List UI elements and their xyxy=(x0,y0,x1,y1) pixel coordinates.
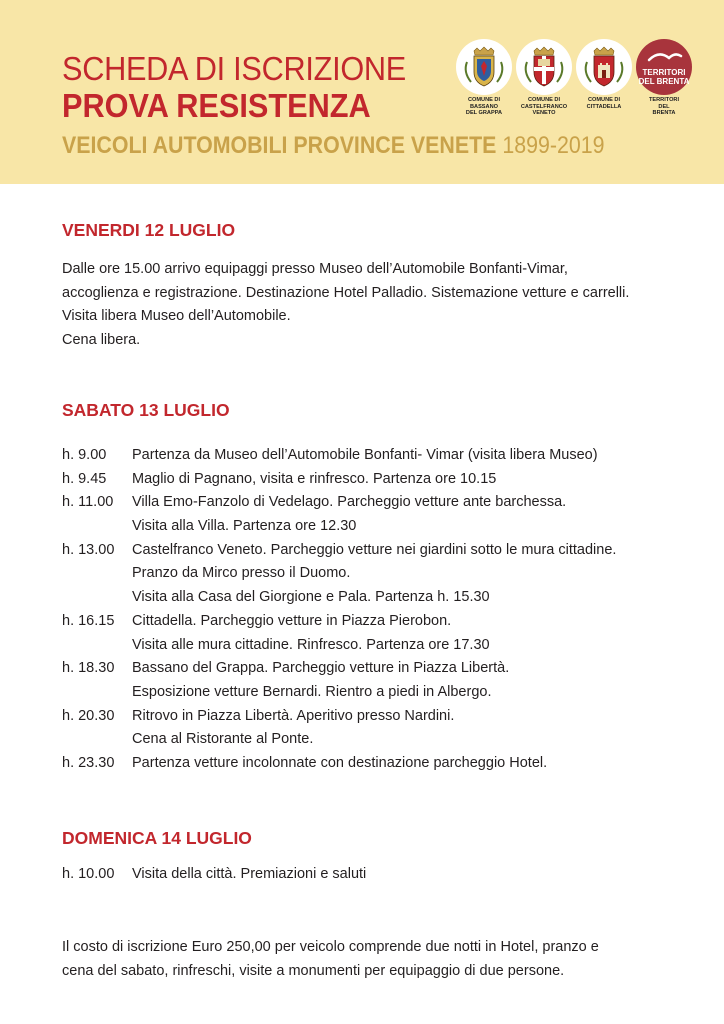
schedule-time: h. 13.00 xyxy=(62,541,115,558)
schedule-desc: Maglio di Pagnano, visita e rinfresco. Partenza ore 10.15 xyxy=(132,470,497,487)
logo-castelfranco-caption: COMUNE DI CASTELFRANCO VENETO xyxy=(520,97,568,117)
schedule-desc: Cittadella. Parcheggio vetture in Piazza Pierobon. xyxy=(132,612,452,629)
schedule-desc: Cena al Ristorante al Ponte. xyxy=(132,731,314,748)
logo-cittadella-caption: COMUNE DI CITTADELLA xyxy=(586,97,622,110)
schedule-desc: Visita alla Casa del Giorgione e Pala. Partenza h. 15.30 xyxy=(132,589,490,606)
schedule-time: h. 9.00 xyxy=(62,447,107,463)
svg-text:TERRITORI: TERRITORI xyxy=(642,68,686,77)
logo-territori-caption: TERRITORI DEL BRENTA xyxy=(648,97,680,117)
schedule-time: h. 10.00 xyxy=(62,866,115,882)
title-veicoli-text: VEICOLI AUTOMOBILI PROVINCE VENETE xyxy=(62,132,497,159)
schedule-time: h. 11.00 xyxy=(62,494,114,511)
title-years: 1899-2019 xyxy=(502,132,605,159)
schedule-desc: Castelfranco Veneto. Parcheggio vetture nei giardini sotto le mura cittadine. xyxy=(132,541,617,558)
saturday-title: SABATO 13 LUGLIO xyxy=(62,400,230,420)
schedule-time: h. 16.15 xyxy=(62,612,115,629)
cost-line: cena del sabato, rinfreschi, visite a monumenti per equipaggio di due persone. xyxy=(62,962,565,979)
logo-territori-brenta xyxy=(635,38,693,117)
cost-text xyxy=(62,936,682,983)
logo-bassano xyxy=(455,38,513,117)
schedule-desc: Visita della città. Premiazioni e saluti xyxy=(132,866,367,882)
partner-logos xyxy=(455,38,695,128)
friday-line: Dalle ore 15.00 arrivo equipaggi presso Museo dell’Automobile Bonfanti-Vimar, xyxy=(62,261,568,277)
schedule-time: h. 23.30 xyxy=(62,754,115,771)
bassano-crest-icon xyxy=(455,38,513,96)
cost-line: Il costo di iscrizione Euro 250,00 per veicolo comprende due notti in Hotel, pranzo e xyxy=(62,939,599,955)
friday-line: accoglienza e registrazione. Destinazione Hotel Palladio. Sistemazione vetture e carrelli. xyxy=(62,284,630,301)
schedule-desc: Visita alla Villa. Partenza ore 12.30 xyxy=(132,518,357,535)
friday-line: Visita libera Museo dell’Automobile. xyxy=(62,308,291,325)
title-scheda: SCHEDA DI ISCRIZIONE xyxy=(62,50,407,87)
territori-brenta-logo xyxy=(635,38,693,96)
logo-castelfranco xyxy=(515,38,573,117)
schedule-desc: Pranzo da Mirco presso il Duomo. xyxy=(132,565,351,582)
schedule-time: h. 20.30 xyxy=(62,707,115,724)
logo-bassano-caption: COMUNE DI BASSANO DEL GRAPPA xyxy=(465,97,503,117)
schedule-desc: Villa Emo-Fanzolo di Vedelago. Parcheggio vetture ante barchessa. xyxy=(132,494,567,511)
title-veicoli xyxy=(62,132,604,160)
cittadella-crest-icon xyxy=(575,38,633,96)
schedule-desc: Partenza da Museo dell’Automobile Bonfanti- Vimar (visita libera Museo) xyxy=(132,447,598,463)
logo-cittadella xyxy=(575,38,633,110)
schedule-desc: Partenza vetture incolonnate con destinazione parcheggio Hotel. xyxy=(132,754,548,771)
schedule-desc: Visita alle mura cittadine. Rinfresco. Partenza ore 17.30 xyxy=(132,636,490,653)
friday-text xyxy=(62,258,682,353)
friday-line: Cena libera. xyxy=(62,332,141,349)
schedule-time: h. 9.45 xyxy=(62,470,107,487)
schedule-desc: Ritrovo in Piazza Libertà. Aperitivo presso Nardini. xyxy=(132,707,455,724)
friday-title: VENERDI 12 LUGLIO xyxy=(62,220,236,240)
castelfranco-crest-icon xyxy=(515,38,573,96)
svg-text:DEL BRENTA: DEL BRENTA xyxy=(638,77,690,86)
header-band xyxy=(0,0,724,184)
schedule-time: h. 18.30 xyxy=(62,660,115,677)
sunday-title: DOMENICA 14 LUGLIO xyxy=(62,828,252,848)
schedule-desc: Esposizione vetture Bernardi. Rientro a piedi in Albergo. xyxy=(132,683,492,700)
schedule-desc: Bassano del Grappa. Parcheggio vetture in Piazza Libertà. xyxy=(132,660,510,677)
title-prova: PROVA RESISTENZA xyxy=(62,87,371,124)
